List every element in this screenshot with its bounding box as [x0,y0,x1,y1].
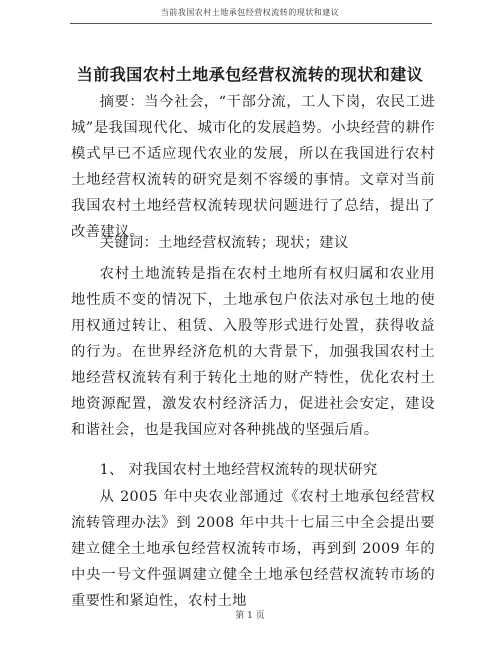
keywords-line: 关键词：土地经营权流转；现状；建议 [99,235,349,251]
page-number: 第 1 页 [235,611,265,621]
intro-paragraph: 农村土地流转是指在农村土地所有权归属和农业用地性质不变的情况下，土地承包户依法对承包土地的使用权通过转让、租赁、入股等形式进行处置，获得收益的行为。在世界经济危机的大背景下，加强我国农村土地经营权流转有利于转化土地的财产特性，优化农村土地资源配置，激发农村经济活力，促进社会安定，建设和谐社会，也是我国应对各种挑战的坚强后盾。 [71,266,435,438]
header-divider [70,23,432,24]
document-title: 当前我国农村土地承包经营权流转的现状和建议 [76,65,424,84]
section-heading: 1、 对我国农村土地经营权流转的现状研究 [99,462,378,478]
abstract-paragraph: 摘要：当今社会，“干部分流，工人下岗，农民工进城”是我国现代化、城市化的发展趋势。小块经营的耕作模式早已不适应现代农业的发展，所以在我国进行农村土地经营权流转的研究是刻不容缓的事情。文章对当前我国农村土地经营权流转现状问题进行了总结，提出了改善建议。 [71,94,435,240]
section-paragraph: 从 2005 年中央农业部通过《农村土地承包经营权流转管理办法》到 2008 年中共十七届三中全会提出要建立健全土地承包经营权流转市场，再到到 2009 年的中央一号文件强调建立健全土地承包经营权流转市场的重要性和紧迫性，农村土地 [71,489,435,609]
running-header: 当前我国农村土地承包经营权流转的现状和建议 [160,8,340,17]
